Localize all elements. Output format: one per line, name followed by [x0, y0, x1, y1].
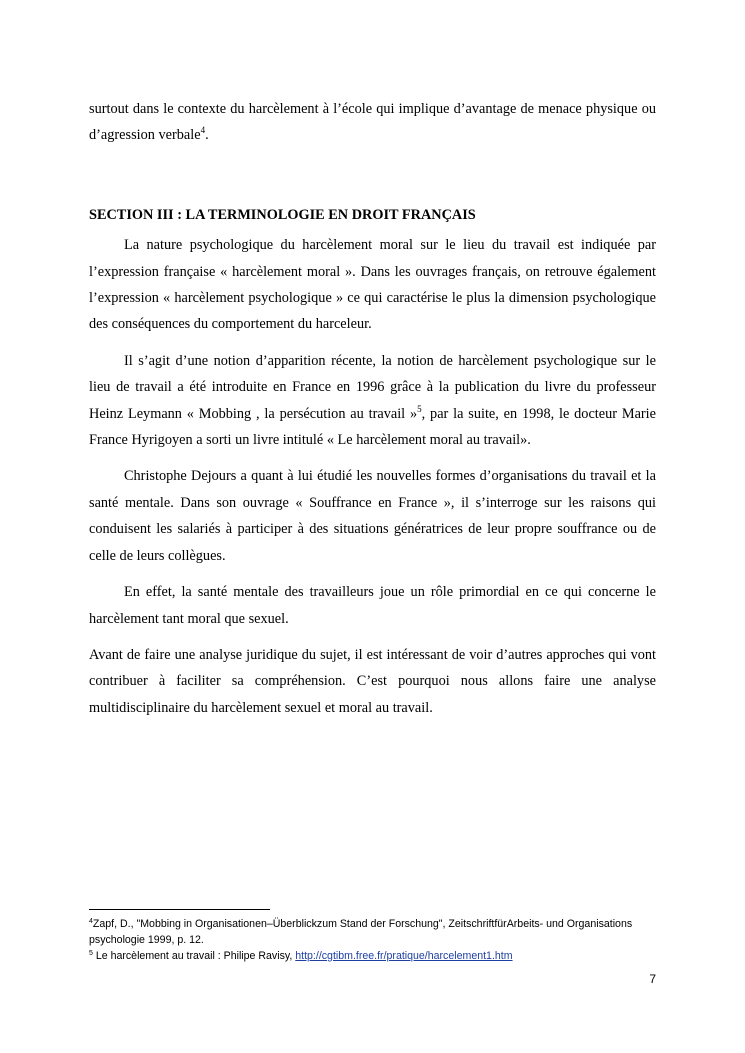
footnote-ref-5[interactable]: 5: [417, 403, 422, 414]
main-text: [89, 96, 656, 721]
paragraph-terminology: La nature psychologique du harcèlement moral sur le lieu du travail est indiquée par l’expression française « harcèlement moral ». Dans les ouvrages français, on retrouve également l’expression « harcèlement psychologique » ce qui caractérise le plus la dimension psychologique des conséquences du comportement du harceleur.: [89, 237, 656, 333]
footnote-ref-4[interactable]: 4: [200, 125, 206, 136]
paragraph-conclusion: Avant de faire une analyse juridique du sujet, il est intéressant de voir d’autres approches qui vont contribuer à faciliter sa compréhension. C’est pourquoi nous allons faire une analyse multidisciplinaire du harcèlement sexuel et moral au travail.: [89, 646, 656, 716]
paragraph-intro: surtout dans le contexte du harcèlement à l’école qui implique d’avantage de menace physique ou d’agression verbale$^4$.: [89, 101, 656, 144]
footnote-link[interactable]: http://cgtibm.free.fr/pratique/harcelement1.htm: [295, 950, 513, 962]
footnote-4: $^4$Zapf, D., "Mobbing in Organisationen–Überblickzum Stand der Forschung", ZeitschriftfürArbeits- und Organisations psychologie 1999, p. 12.: [89, 918, 633, 946]
page-number: 7: [649, 972, 656, 986]
paragraph-dejours: Christophe Dejours a quant à lui étudié les nouvelles formes d’organisations du travail et la santé mentale. Dans son ouvrage « Souffrance en France », il s’interroge sur les raisons qui conduisent les salariés à participer à des situations génératrices de leur propre souffrance ou de celle de leurs collègues.: [89, 468, 656, 564]
paragraph-history: Il s’agit d’une notion d’apparition récente, la notion de harcèlement psychologique sur le lieu de travail a été introduite en France en 1996 grâce à la publication du livre du professeur Heinz Leymann « Mobbing , la persécution au travail »$^5$, par la suite, en 1998, le docteur Marie France Hyrigoyen a sorti un livre intitulé « Le harcèlement moral au travail».: [89, 352, 656, 449]
footnotes: [89, 916, 656, 964]
footnote-5: $^5$ Le harcèlement au travail : Philipe Ravisy, http://cgtibm.free.fr/pratique/harcelement1.htm: [89, 950, 513, 962]
footnote-separator: [89, 909, 270, 910]
paragraph-mental-health: En effet, la santé mentale des travailleurs joue un rôle primordial en ce qui concerne le harcèlement tant moral que sexuel.: [89, 584, 656, 627]
section-heading: SECTION III : LA TERMINOLOGIE EN DROIT FRANÇAIS: [89, 206, 476, 223]
